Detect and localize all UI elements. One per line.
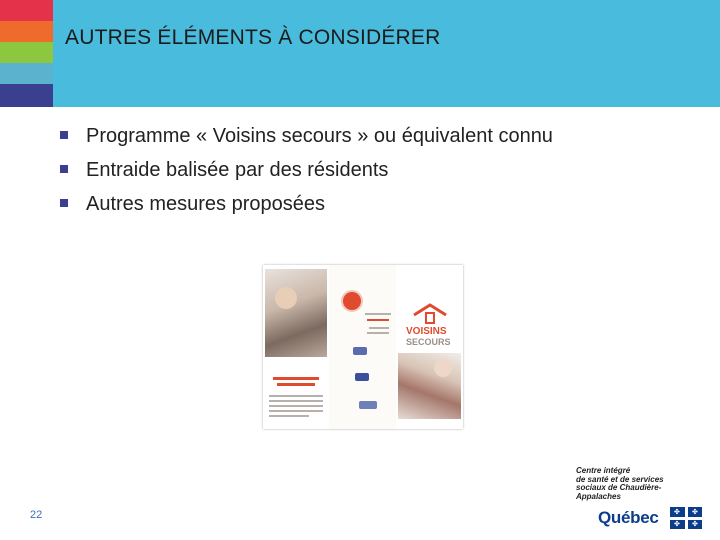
partner-logo (353, 347, 367, 355)
ciss-line: sociaux de Chaudière- (576, 483, 662, 492)
brochure-red-text (277, 383, 315, 386)
brochure-photo-caregiver (398, 353, 461, 419)
color-tab-light-blue (0, 63, 53, 84)
brochure-circle-logo (341, 290, 363, 312)
page-number: 22 (30, 509, 43, 521)
ciss-line: Appalaches (576, 491, 621, 501)
bullet-list (56, 125, 553, 227)
brochure-text-line (269, 400, 323, 402)
brochure-photo-seniors (265, 269, 327, 357)
brochure-text-line (369, 327, 389, 329)
bullet-text: Programme « Voisins secours » ou équivalent connu (86, 125, 553, 147)
ciss-line: Centre intégré (576, 466, 631, 475)
color-tab-navy (0, 84, 53, 107)
partner-logo (359, 401, 377, 409)
slide-title: AUTRES ÉLÉMENTS À CONSIDÉRER (65, 26, 441, 49)
brochure-logo-title: VOISINS (406, 326, 447, 337)
brochure-text-line (367, 332, 389, 334)
brochure-red-text (273, 377, 319, 380)
brochure-text-line (269, 405, 323, 407)
brochure-text-line (365, 313, 391, 315)
quebec-flag-icon: ✤ ✤ ✤ ✤ (670, 507, 702, 529)
brochure-text-line (269, 395, 323, 397)
color-tab-green (0, 42, 53, 63)
brochure-text-line (269, 415, 309, 417)
bullet-square-icon (60, 199, 68, 207)
brochure-logo-subtitle: SECOURS (406, 337, 451, 347)
ciss-line: de santé et de services (576, 474, 664, 484)
brochure-panel-middle (329, 265, 397, 429)
brochure-text-line (269, 410, 323, 412)
bullet-item (56, 159, 553, 193)
partner-logo (355, 373, 369, 381)
house-icon (410, 303, 450, 327)
brochure-red-text (367, 319, 389, 321)
header-bar (53, 0, 720, 107)
bullet-square-icon (60, 165, 68, 173)
bullet-square-icon (60, 131, 68, 139)
bullet-item (56, 125, 553, 159)
bullet-text: Entraide balisée par des résidents (86, 159, 389, 181)
quebec-wordmark: Québec (598, 508, 659, 527)
color-tab-red (0, 0, 53, 21)
color-tab-orange (0, 21, 53, 42)
brochure-panel-left (263, 265, 330, 429)
bullet-text: Autres mesures proposées (86, 193, 326, 215)
brochure-image (263, 265, 463, 429)
ciss-logo-text (576, 467, 664, 501)
bullet-item (56, 193, 553, 227)
